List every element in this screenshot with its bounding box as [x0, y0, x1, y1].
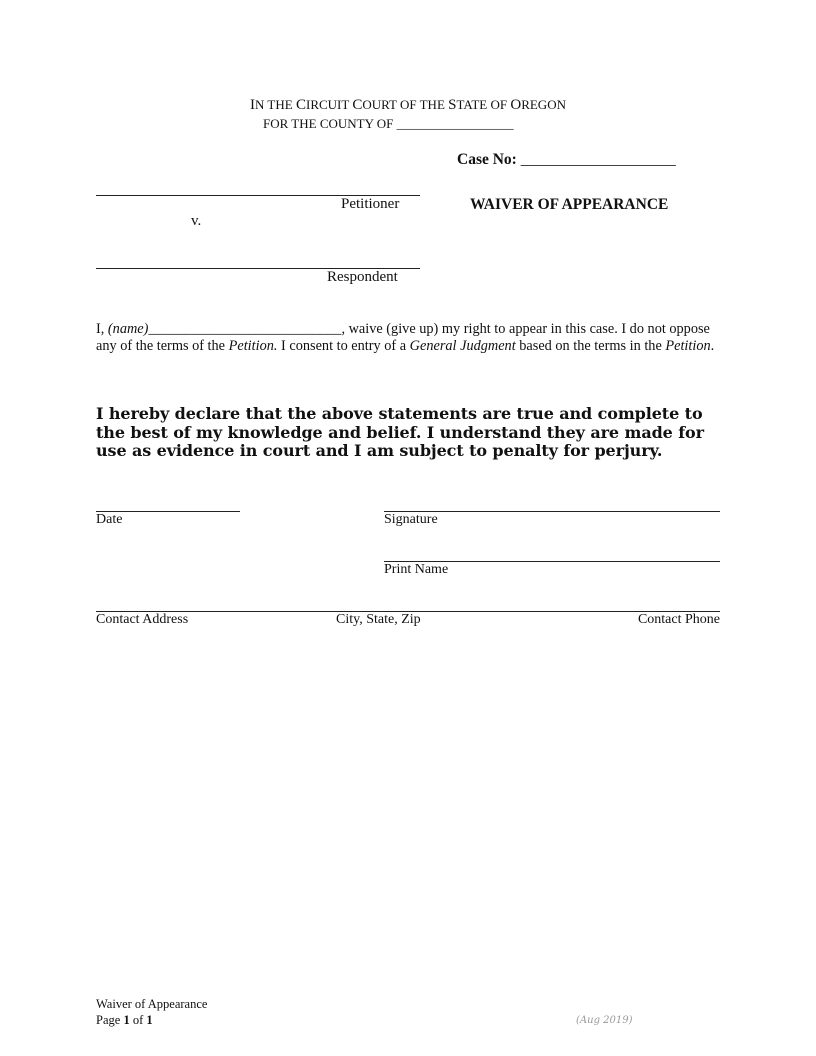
footer-form-name: Waiver of Appearance	[96, 997, 208, 1011]
court-heading: IN THE CIRCUIT COURT OF THE STATE OF OREGON	[250, 97, 566, 113]
perjury-declaration: I hereby declare that the above statements are true and complete to the best of my knowledge and belief. I understand they are made for use as evidence in court and I am subject to penalty for perjury.	[96, 404, 704, 460]
case-number-label: Case No:	[457, 151, 517, 168]
name-field[interactable]: ___________________________	[148, 321, 342, 337]
city-state-zip-label: City, State, Zip	[336, 612, 421, 627]
county-line	[263, 116, 514, 132]
versus-label: v.	[191, 213, 202, 229]
respondent-label: Respondent	[327, 269, 398, 285]
waiver-statement: I, (name)___________________________, waive (give up) my right to appear in this case. I do not oppose any of the terms of the Petition. I consent to entry of a General Judgment based on the terms in the Petition.	[96, 321, 715, 354]
contact-phone-label: Contact Phone	[637, 612, 720, 627]
county-label: FOR THE COUNTY OF	[263, 116, 394, 131]
case-number-field[interactable]: ____________________	[520, 151, 676, 168]
footer-revision-date: (Aug 2019)	[576, 1015, 633, 1026]
petitioner-label: Petitioner	[341, 196, 400, 212]
county-field[interactable]: __________________	[396, 116, 514, 131]
print-name-label: Print Name	[384, 562, 449, 577]
contact-address-label: Contact Address	[96, 612, 189, 627]
signature-label: Signature	[384, 512, 438, 527]
date-label: Date	[96, 512, 123, 527]
footer-page-number: Page 1 of 1	[96, 1013, 153, 1027]
document-title: WAIVER OF APPEARANCE	[470, 196, 669, 213]
case-number	[457, 151, 676, 169]
